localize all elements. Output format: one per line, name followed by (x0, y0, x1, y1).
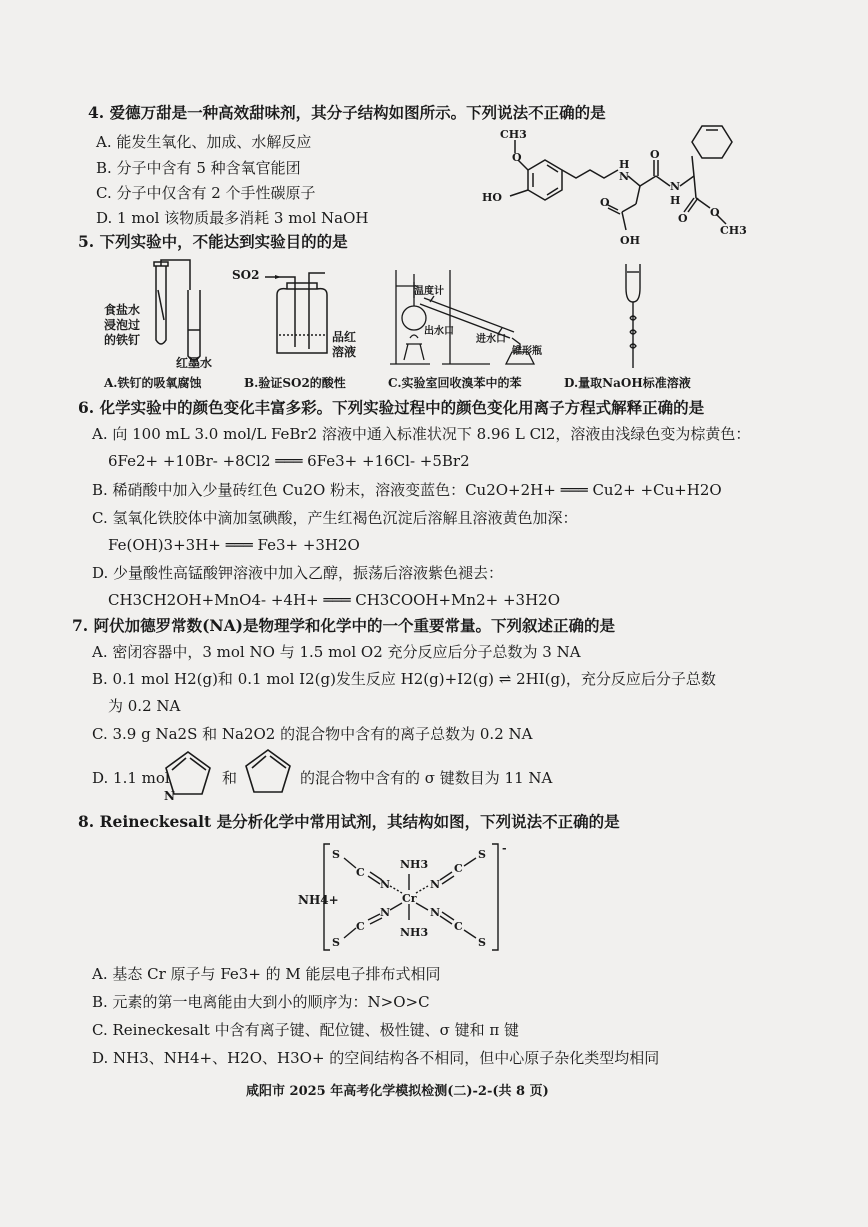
q6-option-d: D. 少量酸性高锰酸钾溶液中加入乙醇，振荡后溶液紫色褪去： (92, 564, 504, 582)
q8-charge-label: - (502, 842, 507, 855)
q5-c-flask-label: 锥形瓶 (512, 346, 542, 357)
q4-ome-label: CH3 (720, 224, 747, 237)
q8-n-label-bl: N (380, 906, 391, 919)
q7-pyrrole-ring (160, 748, 216, 803)
q8-s-label-tr: S (478, 848, 486, 861)
q4-oh-label: OH (620, 234, 640, 247)
q7-stem: 7. 阿伏加德罗常数(NA)是物理学和化学中的一个重要常量。下列叙述正确的是 (72, 616, 615, 635)
q6-option-a-equation: 6Fe2+ +10Br- +8Cl2 ═══ 6Fe3+ +16Cl- +5Br2 (108, 452, 470, 470)
q6-option-c-equation: Fe(OH)3+3H+ ═══ Fe3+ +3H2O (108, 536, 360, 554)
q5-stem: 5. 下列实验中，不能达到实验目的的是 (78, 232, 348, 251)
q6-option-a: A. 向 100 mL 3.0 mol/L FeBr2 溶液中通入标准状况下 8.96 L Cl2，溶液由浅绿色变为棕黄色： (92, 425, 751, 443)
page-footer: 咸阳市 2025 年高考化学模拟检测(二)-2-(共 8 页) (246, 1084, 549, 1099)
svg-text:O: O (710, 206, 720, 219)
q8-s-label-bl: S (332, 936, 340, 949)
q8-s-label-tl: S (332, 848, 340, 861)
q7-option-b-line2: 为 0.2 NA (108, 697, 181, 715)
q8-option-b: B. 元素的第一电离能由大到小的顺序为：N>O>C (92, 993, 430, 1011)
svg-text:O: O (650, 148, 660, 161)
q7-option-b-line1: B. 0.1 mol H2(g)和 0.1 mol I2(g)发生反应 H2(g)+I2(g) ⇌ 2HI(g)，充分反应后分子总数 (92, 670, 716, 688)
q5-a-label-4: 红墨水 (176, 356, 213, 370)
q5-caption-d: D.量取NaOH标准溶液 (564, 376, 691, 390)
q4-n2-label: N (670, 180, 681, 193)
q5-a-label-1: 食盐水 (104, 303, 141, 317)
q8-option-c: C. Reineckesalt 中含有离子键、配位键、极性键、σ 键和 π 键 (92, 1021, 519, 1039)
q7-option-d-and: 和 (222, 769, 238, 787)
q8-option-a: A. 基态 Cr 原子与 Fe3+ 的 M 能层电子排布式相同 (92, 965, 441, 983)
q5-apparatus-a (150, 260, 230, 370)
q6-option-b: B. 稀硝酸中加入少量砖红色 Cu2O 粉末，溶液变蓝色：Cu2O+2H+ ═══ Cu2+ +Cu+H2O (92, 481, 722, 499)
q8-cation-label: NH4+ (298, 893, 339, 907)
svg-text:O: O (678, 212, 688, 225)
q4-n1-label: N (619, 170, 630, 183)
q8-cr-label: Cr (402, 892, 417, 905)
q5-b-label-1: 品红 (332, 330, 357, 344)
q8-n-label-tr: N (430, 878, 441, 891)
q7-option-c: C. 3.9 g Na2S 和 Na2O2 的混合物中含有的离子总数为 0.2 NA (92, 725, 533, 743)
q4-stem: 4. 爱德万甜是一种高效甜味剂，其分子结构如图所示。下列说法不正确的是 (88, 103, 606, 122)
q4-option-a: A. 能发生氧化、加成、水解反应 (96, 133, 312, 151)
q4-option-c: C. 分子中仅含有 2 个手性碳原子 (96, 184, 316, 202)
q8-c-label-tl: C (356, 866, 365, 879)
q5-caption-c: C.实验室回收溴苯中的苯 (388, 376, 522, 390)
q7-option-a: A. 密闭容器中，3 mol NO 与 1.5 mol O2 充分反应后分子总数为 3 NA (92, 643, 581, 661)
q5-a-label-2: 浸泡过 (104, 318, 141, 332)
q6-option-d-equation: CH3CH2OH+MnO4- +4H+ ═══ CH3COOH+Mn2+ +3H2O (108, 591, 560, 609)
q5-a-label-3: 的铁钉 (104, 333, 141, 347)
q8-c-label-bl: C (356, 920, 365, 933)
q5-caption-a: A.铁钉的吸氧腐蚀 (104, 376, 202, 390)
q5-apparatus-d (618, 262, 648, 370)
q8-s-label-br: S (478, 936, 486, 949)
q6-stem: 6. 化学实验中的颜色变化丰富多彩。下列实验过程中的颜色变化用离子方程式解释正确的是 (78, 398, 705, 417)
q4-h2-label: H (670, 194, 681, 207)
q7-option-d-suffix: 的混合物中含有的 σ 键数目为 11 NA (300, 769, 553, 787)
q5-b-so2-label: SO2 (232, 268, 260, 282)
q7-ring-n-label: N (164, 789, 175, 803)
q4-option-d: D. 1 mol 该物质最多消耗 3 mol NaOH (96, 209, 369, 227)
q4-h1-label: H (619, 158, 630, 171)
svg-text:O: O (600, 196, 610, 209)
q6-option-c: C. 氢氧化铁胶体中滴加氢碘酸，产生红褐色沉淀后溶解且溶液黄色加深： (92, 509, 578, 527)
q7-cyclopentadiene-ring (240, 746, 296, 798)
q5-caption-b: B.验证SO2的酸性 (244, 376, 346, 390)
svg-text:O: O (512, 151, 522, 164)
q8-c-label-br: C (454, 920, 463, 933)
q8-nh3-label-bottom: NH3 (400, 926, 429, 939)
q5-b-label-2: 溶液 (332, 345, 357, 359)
q4-option-b: B. 分子中含有 5 种含氧官能团 (96, 159, 301, 177)
q8-option-d: D. NH3、NH4+、H2O、H3O+ 的空间结构各不相同，但中心原子杂化类型均相同 (92, 1049, 660, 1067)
q7-option-d-prefix: D. 1.1 mol (92, 769, 170, 787)
q8-n-label-br: N (430, 906, 441, 919)
q8-c-label-tr: C (454, 862, 463, 875)
q8-stem: 8. Reineckesalt 是分析化学中常用试剂，其结构如图，下列说法不正确的是 (78, 812, 620, 831)
q8-n-label-tl: N (380, 878, 391, 891)
q5-c-outlet-label: 出水口 (424, 326, 454, 337)
q5-c-inlet-label: 进水口 (476, 334, 506, 345)
q5-c-thermometer-label: 温度计 (414, 286, 444, 297)
q8-nh3-label-top: NH3 (400, 858, 429, 871)
q4-ch3-label: CH3 (500, 128, 527, 141)
q4-molecule-structure (470, 120, 750, 250)
q4-ho-label: HO (482, 191, 502, 204)
